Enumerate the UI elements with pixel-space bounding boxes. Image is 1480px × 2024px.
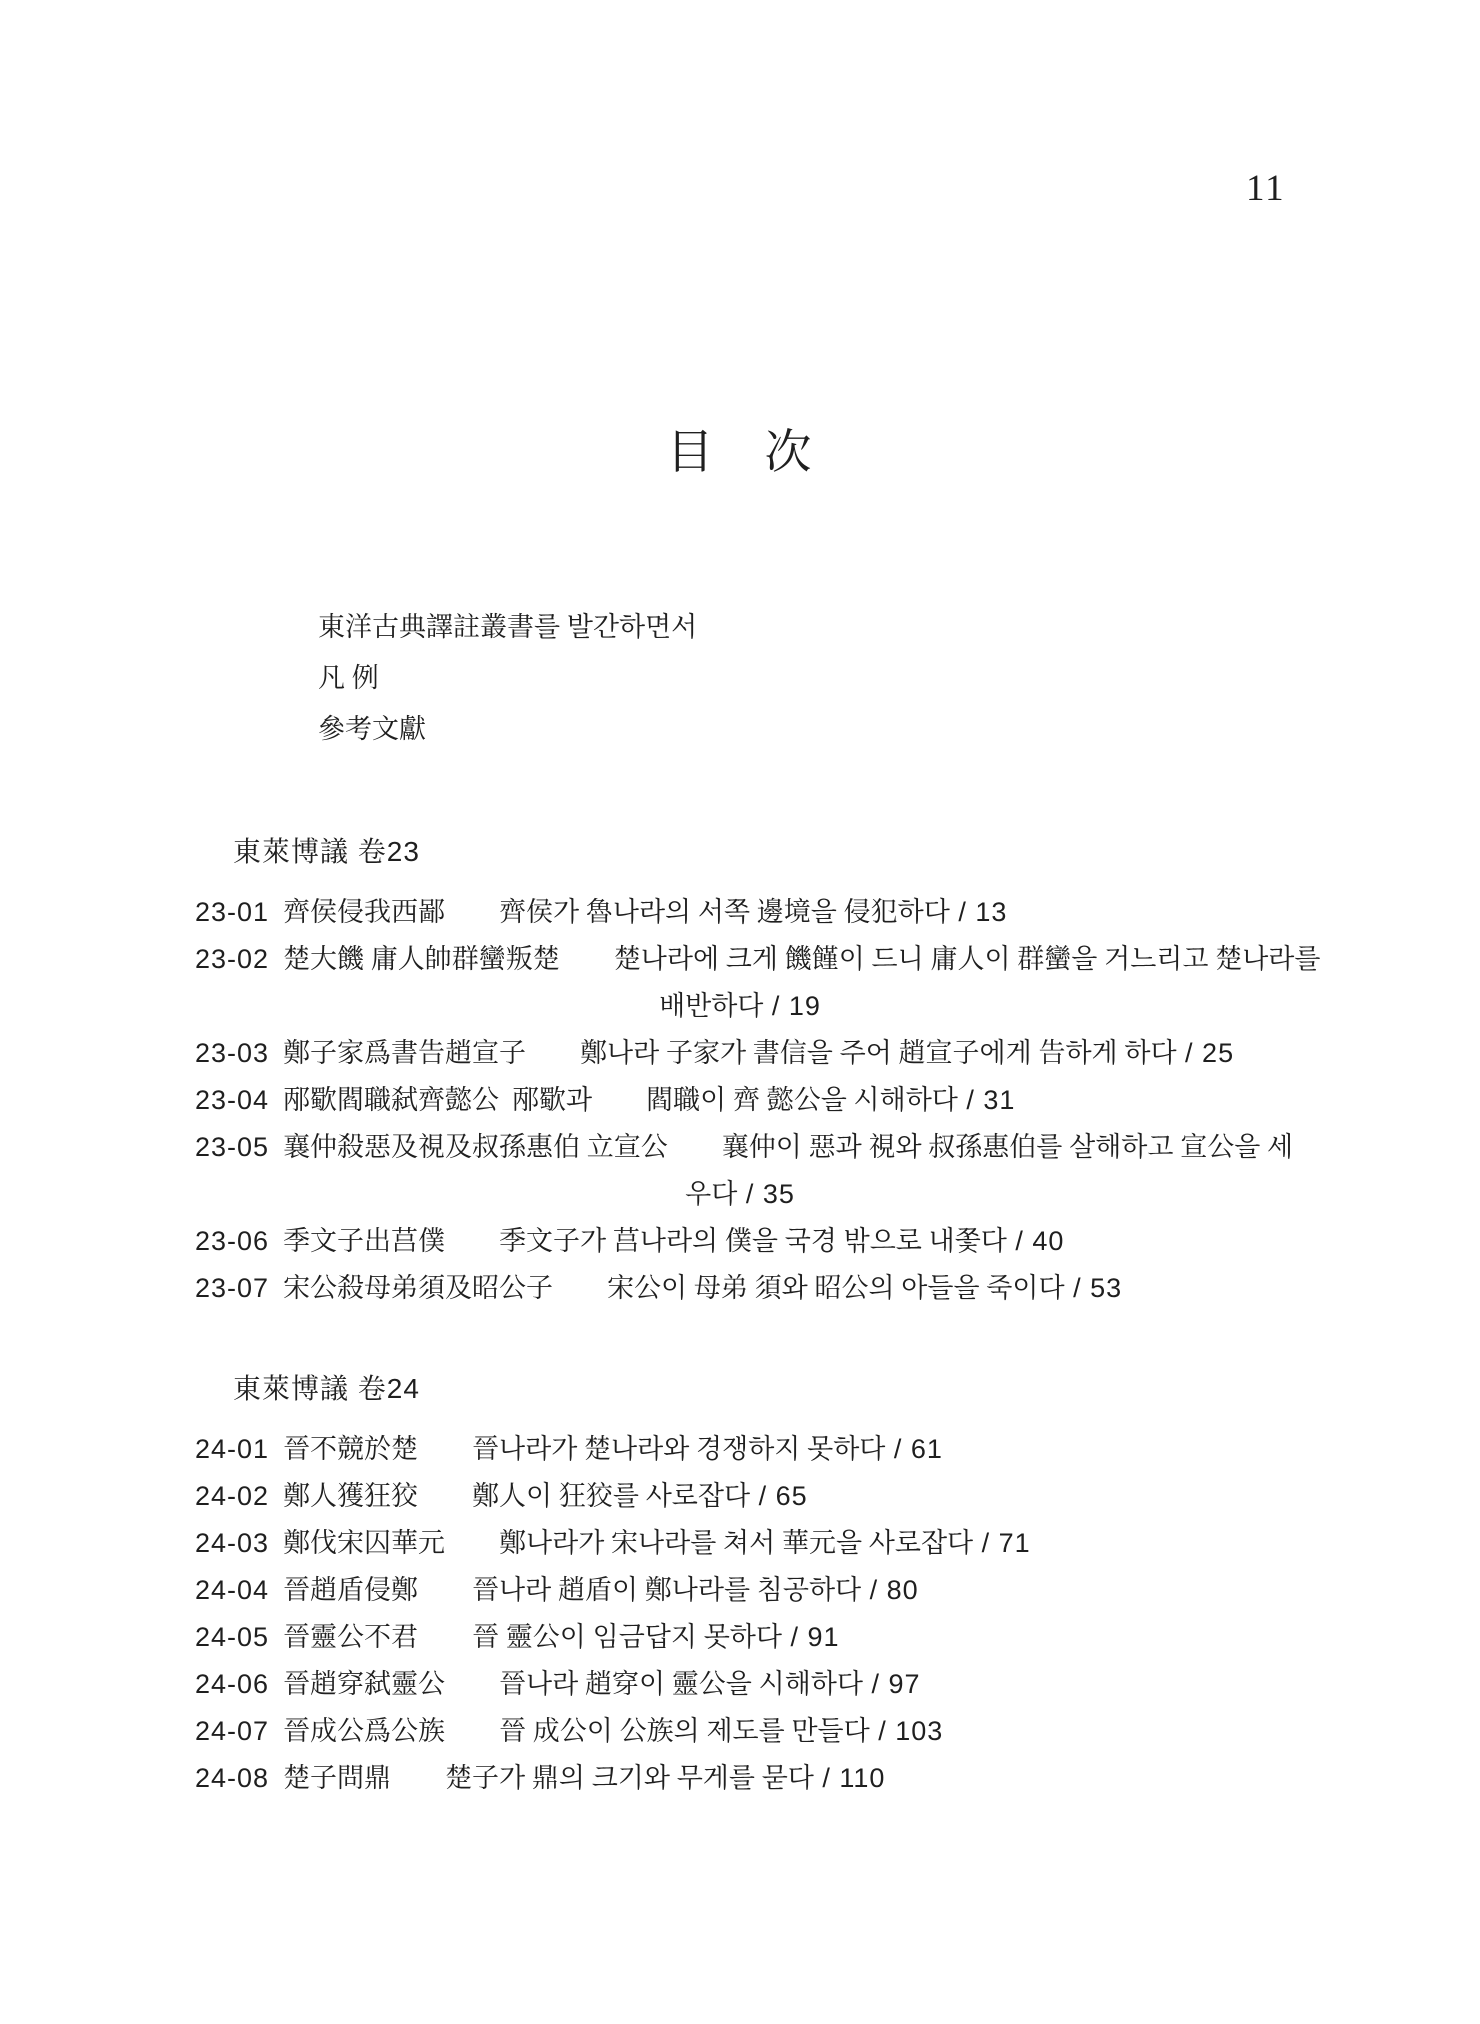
item-continuation-text: 배반하다 (659, 990, 764, 1021)
item-number: 23-07 (195, 1272, 270, 1303)
section-title: 東萊博議 卷24 (233, 1372, 420, 1404)
toc-item-line (195, 1030, 1480, 1077)
item-number: 23-03 (195, 1037, 270, 1068)
item-number: 23-06 (195, 1225, 270, 1256)
item-number: 24-08 (195, 1762, 270, 1793)
toc-item (195, 889, 1480, 936)
toc-item (195, 936, 1480, 1030)
item-title-hanja: 楚大饑 庸人帥群蠻叛楚 (283, 943, 560, 974)
item-number: 24-07 (195, 1715, 270, 1746)
item-title-korean: 晉나라 趙盾이 鄭나라를 침공하다 (472, 1574, 862, 1605)
front-matter-item: 東洋古典譯註叢書를 발간하면서 (318, 611, 698, 642)
toc-item (195, 1218, 1480, 1265)
item-title-korean: 晉나라가 楚나라와 경쟁하지 못하다 (472, 1433, 886, 1464)
toc-item-line (195, 1426, 1480, 1473)
item-page-number: / 80 (861, 1574, 919, 1605)
item-title-korean: 楚子가 鼎의 크기와 무게를 묻다 (445, 1762, 814, 1793)
item-page-number: / 13 (949, 896, 1008, 927)
item-number: 24-03 (195, 1527, 270, 1558)
item-page-number: / 19 (763, 990, 821, 1021)
item-continuation-text: 우다 (685, 1178, 738, 1209)
item-title-korean: 楚나라에 크게 饑饉이 드니 庸人이 群蠻을 거느리고 楚나라를 (613, 943, 1321, 974)
item-title-hanja: 晉趙盾侵鄭 (283, 1574, 419, 1605)
item-title-korean: 晉 成公이 公族의 제도를 만들다 (499, 1715, 870, 1746)
toc-item (195, 1614, 1480, 1661)
toc-item-line (195, 1567, 1480, 1614)
item-title-hanja: 鄭伐宋囚華元 (283, 1527, 446, 1558)
toc-item (195, 1426, 1480, 1473)
item-page-number: / 97 (862, 1668, 921, 1699)
toc-item-line (195, 1614, 1480, 1661)
item-page-number: / 65 (750, 1480, 808, 1511)
item-number: 24-05 (195, 1621, 270, 1652)
item-page-number: / 35 (737, 1178, 795, 1209)
item-title-korean: 季文子가 莒나라의 僕을 국경 밖으로 내쫓다 (499, 1225, 1007, 1256)
item-title-hanja: 鄭子家爲書告趙宣子 (283, 1037, 527, 1068)
item-title-hanja: 鄭人獲狂狡 (283, 1480, 419, 1511)
toc-item (195, 1708, 1480, 1755)
toc-item (195, 1265, 1480, 1312)
toc-item-line (195, 1661, 1480, 1708)
item-title-hanja: 楚子問鼎 (283, 1762, 392, 1793)
toc-item-line (195, 1520, 1480, 1567)
toc-item-line (195, 936, 1480, 983)
front-matter-list (318, 602, 1480, 755)
item-number: 23-05 (195, 1131, 270, 1162)
toc-item (195, 1473, 1480, 1520)
item-number: 24-04 (195, 1574, 270, 1605)
item-number: 23-04 (195, 1084, 270, 1115)
item-number: 24-06 (195, 1668, 270, 1699)
toc-item-line (195, 1077, 1480, 1124)
item-page-number: / 71 (973, 1527, 1031, 1558)
item-number: 24-01 (195, 1433, 270, 1464)
item-number: 24-02 (195, 1480, 270, 1511)
toc-item-line (195, 1124, 1480, 1171)
item-page-number: / 40 (1006, 1225, 1065, 1256)
item-title-korean: 邴歜과 閻職이 齊 懿公을 시해하다 (512, 1084, 958, 1115)
item-title-korean: 晉나라 趙穿이 靈公을 시해하다 (499, 1668, 863, 1699)
item-title-hanja: 齊侯侵我西鄙 (283, 896, 446, 927)
toc-item-line (195, 1265, 1480, 1312)
item-number: 23-02 (195, 943, 270, 974)
item-title-hanja: 晉靈公不君 (283, 1621, 419, 1652)
toc-item (195, 1124, 1480, 1218)
toc-item-list (195, 1426, 1480, 1802)
toc-item-line (195, 1708, 1480, 1755)
item-title-hanja: 襄仲殺惡及視及叔孫惠伯 立宣公 (283, 1131, 668, 1162)
item-title-korean: 鄭나라가 宋나라를 쳐서 華元을 사로잡다 (499, 1527, 974, 1558)
section-title: 東萊博議 卷23 (233, 835, 420, 867)
toc-item-continuation (0, 1171, 1480, 1218)
item-page-number: / 61 (885, 1433, 943, 1464)
toc-item-list (195, 889, 1480, 1312)
front-matter-item: 凡 例 (318, 662, 379, 693)
toc-item (195, 1755, 1480, 1802)
toc-section (0, 835, 1480, 1312)
item-title-korean: 齊侯가 魯나라의 서쪽 邊境을 侵犯하다 (499, 896, 950, 927)
toc-item (195, 1077, 1480, 1124)
item-page-number: / 110 (813, 1762, 886, 1793)
item-title-korean: 鄭나라 子家가 書信을 주어 趙宣子에게 告하게 하다 (580, 1037, 1177, 1068)
item-page-number: / 31 (957, 1084, 1016, 1115)
item-title-hanja: 邴歜閻職弑齊懿公 (283, 1084, 500, 1115)
item-title-korean: 襄仲이 惡과 視와 叔孫惠伯를 살해하고 宣公을 세 (721, 1131, 1294, 1162)
item-title-hanja: 晉成公爲公族 (283, 1715, 446, 1746)
toc-item-line (195, 1755, 1480, 1802)
toc-item (195, 1520, 1480, 1567)
toc-item-line (195, 1218, 1480, 1265)
toc-item-continuation (0, 983, 1480, 1030)
item-title-hanja: 季文子出莒僕 (283, 1225, 446, 1256)
toc-sections (0, 835, 1480, 1802)
item-title-hanja: 宋公殺母弟須及昭公子 (283, 1272, 554, 1303)
item-title-korean: 宋公이 母弟 須와 昭公의 아들을 죽이다 (607, 1272, 1065, 1303)
item-page-number: / 25 (1176, 1037, 1235, 1068)
front-matter-item: 參考文獻 (318, 713, 426, 744)
item-title-hanja: 晉趙穿弑靈公 (283, 1668, 446, 1699)
toc-item-line (195, 1473, 1480, 1520)
toc-item (195, 1661, 1480, 1708)
item-page-number: / 91 (781, 1621, 840, 1652)
item-title-korean: 晉 靈公이 임금답지 못하다 (472, 1621, 782, 1652)
page-number: 11 (1246, 168, 1286, 209)
item-number: 23-01 (195, 896, 270, 927)
item-page-number: / 103 (869, 1715, 944, 1746)
toc-item (195, 1030, 1480, 1077)
item-title-hanja: 晉不競於楚 (283, 1433, 419, 1464)
item-page-number: / 53 (1064, 1272, 1123, 1303)
toc-item-line (195, 889, 1480, 936)
toc-section (0, 1372, 1480, 1802)
toc-item (195, 1567, 1480, 1614)
toc-title: 目 次 (666, 427, 814, 479)
item-title-korean: 鄭人이 狂狡를 사로잡다 (472, 1480, 751, 1511)
